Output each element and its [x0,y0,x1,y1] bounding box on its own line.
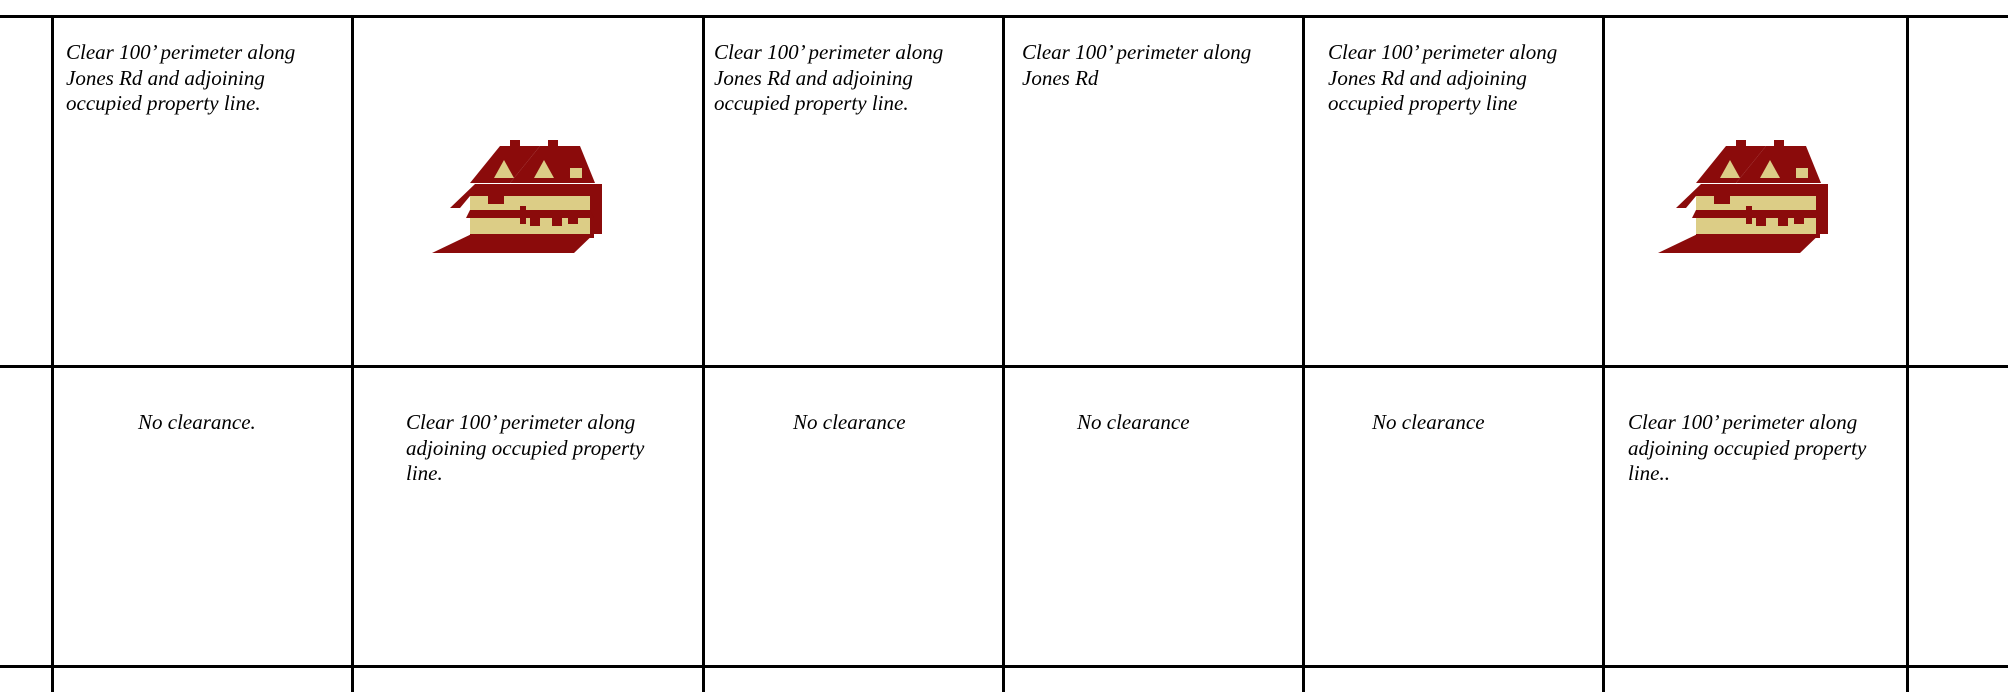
column-divider [51,16,54,692]
house-icon [1656,138,1848,258]
row2-col3-text: No clearance [793,410,906,434]
column-divider [351,16,354,692]
row1-col5-text: Clear 100’ perimeter along Jones Rd and adjoining occupied property line [1328,40,1558,115]
row2-col4-text: No clearance [1077,410,1190,434]
row1-col3-text: Clear 100’ perimeter along Jones Rd and adjoining occupied property line. [714,40,944,115]
row2-col1-text: No clearance. [138,410,256,434]
row1-col4-text: Clear 100’ perimeter along Jones Rd [1022,40,1252,90]
column-divider [1602,16,1605,692]
column-divider [1002,16,1005,692]
row2-col6-text: Clear 100’ perimeter along adjoining occupied property line.. [1628,410,1867,485]
row2-col2-text: Clear 100’ perimeter along adjoining occupied property line. [406,410,645,485]
house-icon [430,138,622,258]
column-divider [1906,16,1909,692]
column-divider [702,16,705,692]
row2-col5-text: No clearance [1372,410,1485,434]
column-divider [1302,16,1305,692]
row1-col1-text: Clear 100’ perimeter along Jones Rd and adjoining occupied property line. [66,40,296,115]
